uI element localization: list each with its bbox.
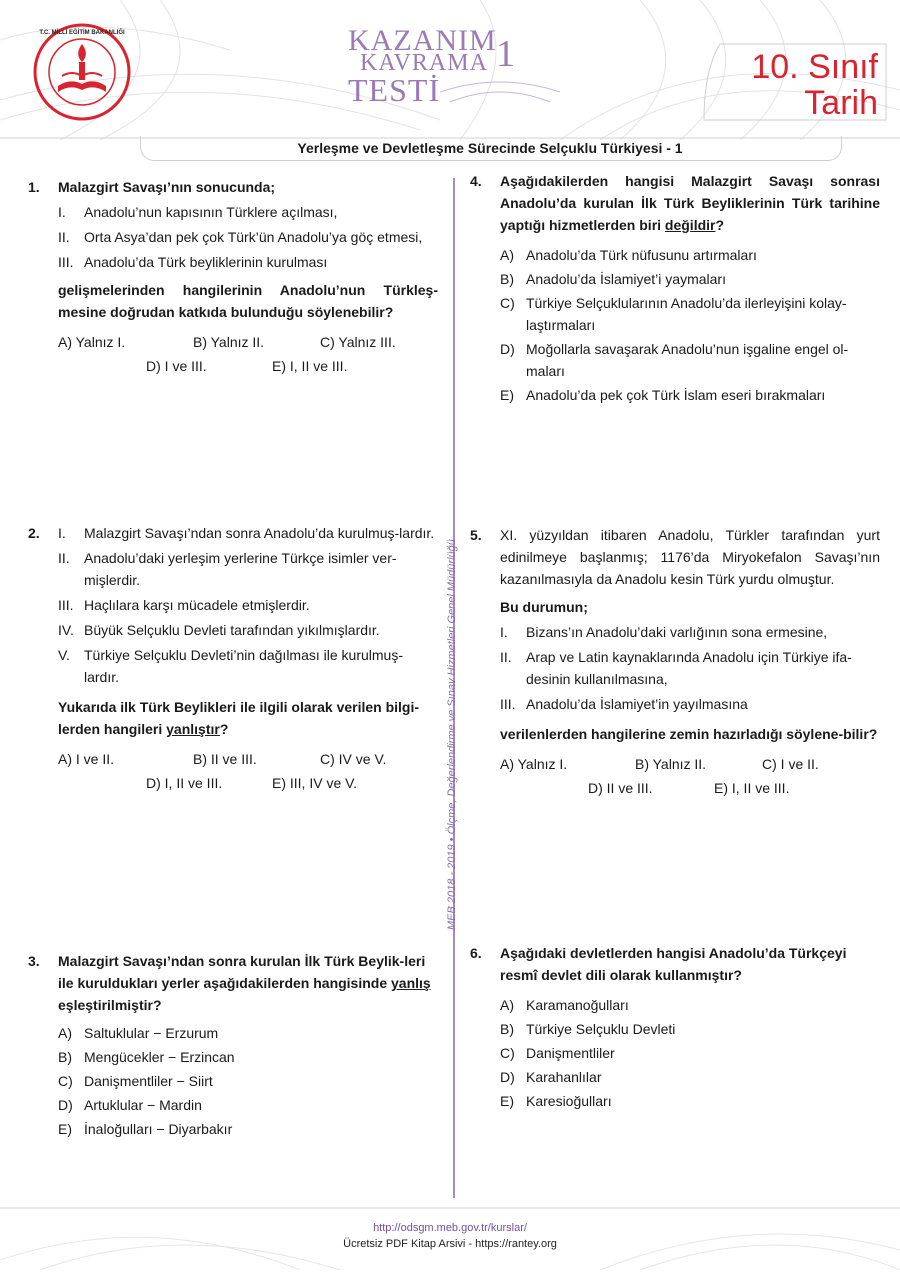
question-number: 2.	[28, 525, 40, 541]
options-list	[58, 1022, 438, 1140]
option-d[interactable]: D) Karahanlılar	[500, 1069, 602, 1085]
option-d[interactable]: D) II ve III.	[588, 780, 653, 796]
question-number: 3.	[28, 953, 40, 969]
option-e[interactable]: E) III, IV ve V.	[272, 775, 358, 791]
side-text: MEB 2018 - 2019 • Ölçme, Değerlendirme ve Sınav Hizmetleri Genel Müdürlüğü	[446, 539, 458, 930]
list-item: III. Anadolu’da İslamiyet’in yayılmasına	[500, 696, 748, 712]
brand-line2: KAVRAMA	[360, 50, 488, 76]
question-prompt: Yukarıda ilk Türk Beylikleri ile ilgili olarak verilen bilgi-lerden hangileri yanlıştır?	[58, 699, 420, 737]
question-number: 1.	[28, 179, 40, 195]
option-c[interactable]: C) Türkiye Selçuklularının Anadolu’da ilerleyişini kolay-laştırmaları	[500, 295, 847, 333]
brand-logo	[340, 22, 570, 112]
option-d[interactable]: D) Moğollarla savaşarak Anadolu’nun işgaline engel ol-maları	[500, 341, 849, 379]
option-d[interactable]: D) I ve III.	[146, 358, 207, 374]
question-4	[470, 170, 880, 406]
question-5	[470, 524, 880, 801]
question-6	[470, 942, 880, 1112]
option-a[interactable]: A) Karamanoğulları	[500, 997, 629, 1013]
list-item: II. Arap ve Latin kaynaklarında Anadolu için Türkiye ifa-desinin kullanılmasına,	[500, 649, 852, 687]
footer-background	[0, 1200, 900, 1270]
options-row	[500, 753, 880, 777]
question-number: 5.	[470, 527, 482, 543]
option-b[interactable]: B) Anadolu’da İslamiyet’i yaymaları	[500, 271, 726, 287]
question-prompt: Aşağıdaki devletlerden hangisi Anadolu’da Türkçeyi resmî devlet dili olarak kullanmıştır?	[500, 945, 847, 983]
question-prompt: gelişmelerinden hangilerinin Anadolu’nun Türkleş-mesine doğrudan katkıda bulunduğu söylenebilir?	[58, 282, 438, 320]
list-item: I. Bizans’ın Anadolu’daki varlığının sona ermesine,	[500, 624, 828, 640]
question-stem: XI. yüzyıldan itibaren Anadolu, Türkler tarafından yurt edinilmeye başlanmış; 1176’da Miryokefalon Savaşı’nın kazanılmasıyla da Anadolu kesin Türk yurdu olmuştur.	[500, 527, 880, 587]
svg-text:T.C. MİLLİ EĞİTİM BAKANLIĞI: T.C. MİLLİ EĞİTİM BAKANLIĞI	[39, 30, 125, 36]
subject-label: Tarih	[804, 84, 878, 122]
question-prompt: Malazgirt Savaşı’ndan sonra kurulan İlk Türk Beylik-leri ile kuruldukları yerler aşağıdakilerden hangisinde yanlış eşleştirilmiştir?	[58, 953, 431, 1013]
grade-label: 10. Sınıf	[751, 48, 878, 86]
option-c[interactable]: C) Danişmentliler	[500, 1045, 615, 1061]
question-number: 4.	[470, 173, 482, 189]
option-b[interactable]: B) Yalnız II.	[193, 334, 265, 350]
options-row	[58, 331, 438, 355]
option-e[interactable]: E) I, II ve III.	[272, 358, 348, 374]
option-c[interactable]: C) Danişmentliler − Siirt	[58, 1073, 213, 1089]
options-row	[500, 777, 880, 801]
brand-line1: KAZANIM	[348, 24, 497, 57]
option-b[interactable]: B) Yalnız II.	[635, 756, 707, 772]
option-b[interactable]: B) Türkiye Selçuklu Devleti	[500, 1021, 676, 1037]
option-c[interactable]: C) I ve II.	[762, 756, 819, 772]
option-a[interactable]: A) I ve II.	[58, 751, 115, 767]
options-list	[500, 244, 880, 406]
question-prompt: verilenlerden hangilerine zemin hazırladığı söylene-bilir?	[500, 726, 878, 742]
question-1	[28, 176, 438, 379]
option-a[interactable]: A) Anadolu’da Türk nüfusunu artırmaları	[500, 247, 757, 263]
list-item: V. Türkiye Selçuklu Devleti’nin dağılması ile kurulmuş-lardır.	[58, 647, 404, 685]
question-stem: Malazgirt Savaşı’nın sonucunda;	[58, 179, 276, 195]
brand-line3: TESTİ	[348, 72, 441, 108]
option-e[interactable]: E) İnaloğulları − Diyarbakır	[58, 1121, 233, 1137]
options-row	[58, 355, 438, 379]
footer-credit: Ücretsiz PDF Kitap Arsivi - https://rantey.org	[343, 1238, 557, 1250]
list-item: I. Malazgirt Savaşı’ndan sonra Anadolu’da kurulmuş-lardır.	[58, 525, 435, 541]
list-item: III. Haçlılara karşı mücadele etmişlerdir.	[58, 597, 310, 613]
option-c[interactable]: C) Yalnız III.	[320, 334, 396, 350]
options-row	[58, 772, 438, 796]
footer-link[interactable]: http://odsgm.meb.gov.tr/kurslar/	[373, 1222, 527, 1234]
question-prompt: Aşağıdakilerden hangisi Malazgirt Savaşı sonrası Anadolu’da kurulan İlk Türk Beyliklerinin Türk tarihine yaptığı hizmetlerden biri değildir?	[500, 173, 880, 233]
page-title: Yerleşme ve Devletleşme Sürecinde Selçuklu Türkiyesi - 1	[297, 140, 683, 156]
meb-logo	[32, 22, 132, 122]
option-a[interactable]: A) Yalnız I.	[500, 756, 568, 772]
question-3	[28, 950, 438, 1140]
list-item: III. Anadolu’da Türk beyliklerinin kurulması	[58, 254, 328, 270]
option-e[interactable]: E) I, II ve III.	[714, 780, 790, 796]
list-item: II. Orta Asya’dan pek çok Türk’ün Anadolu’ya göç etmesi,	[58, 229, 423, 245]
option-b[interactable]: B) II ve III.	[193, 751, 257, 767]
question-lead: Bu durumun;	[500, 599, 588, 615]
option-c[interactable]: C) IV ve V.	[320, 751, 387, 767]
list-item: II. Anadolu’daki yerleşim yerlerine Türkçe isimler ver-mişlerdir.	[58, 550, 397, 588]
options-list	[500, 994, 880, 1112]
brand-number: 1	[496, 33, 516, 75]
list-item: I. Anadolu’nun kapısının Türklere açılması,	[58, 204, 338, 220]
question-2	[28, 522, 438, 796]
option-e[interactable]: E) Karesioğulları	[500, 1093, 612, 1109]
option-e[interactable]: E) Anadolu’da pek çok Türk İslam eseri bırakmaları	[500, 387, 826, 403]
option-a[interactable]: A) Saltuklular − Erzurum	[58, 1025, 219, 1041]
option-d[interactable]: D) Artuklular − Mardin	[58, 1097, 202, 1113]
list-item: IV. Büyük Selçuklu Devleti tarafından yıkılmışlardır.	[58, 622, 380, 638]
option-b[interactable]: B) Mengücekler − Erzincan	[58, 1049, 235, 1065]
option-d[interactable]: D) I, II ve III.	[146, 775, 223, 791]
brand-swoosh	[440, 72, 560, 112]
question-number: 6.	[470, 945, 482, 961]
options-row	[58, 748, 438, 772]
option-a[interactable]: A) Yalnız I.	[58, 334, 126, 350]
